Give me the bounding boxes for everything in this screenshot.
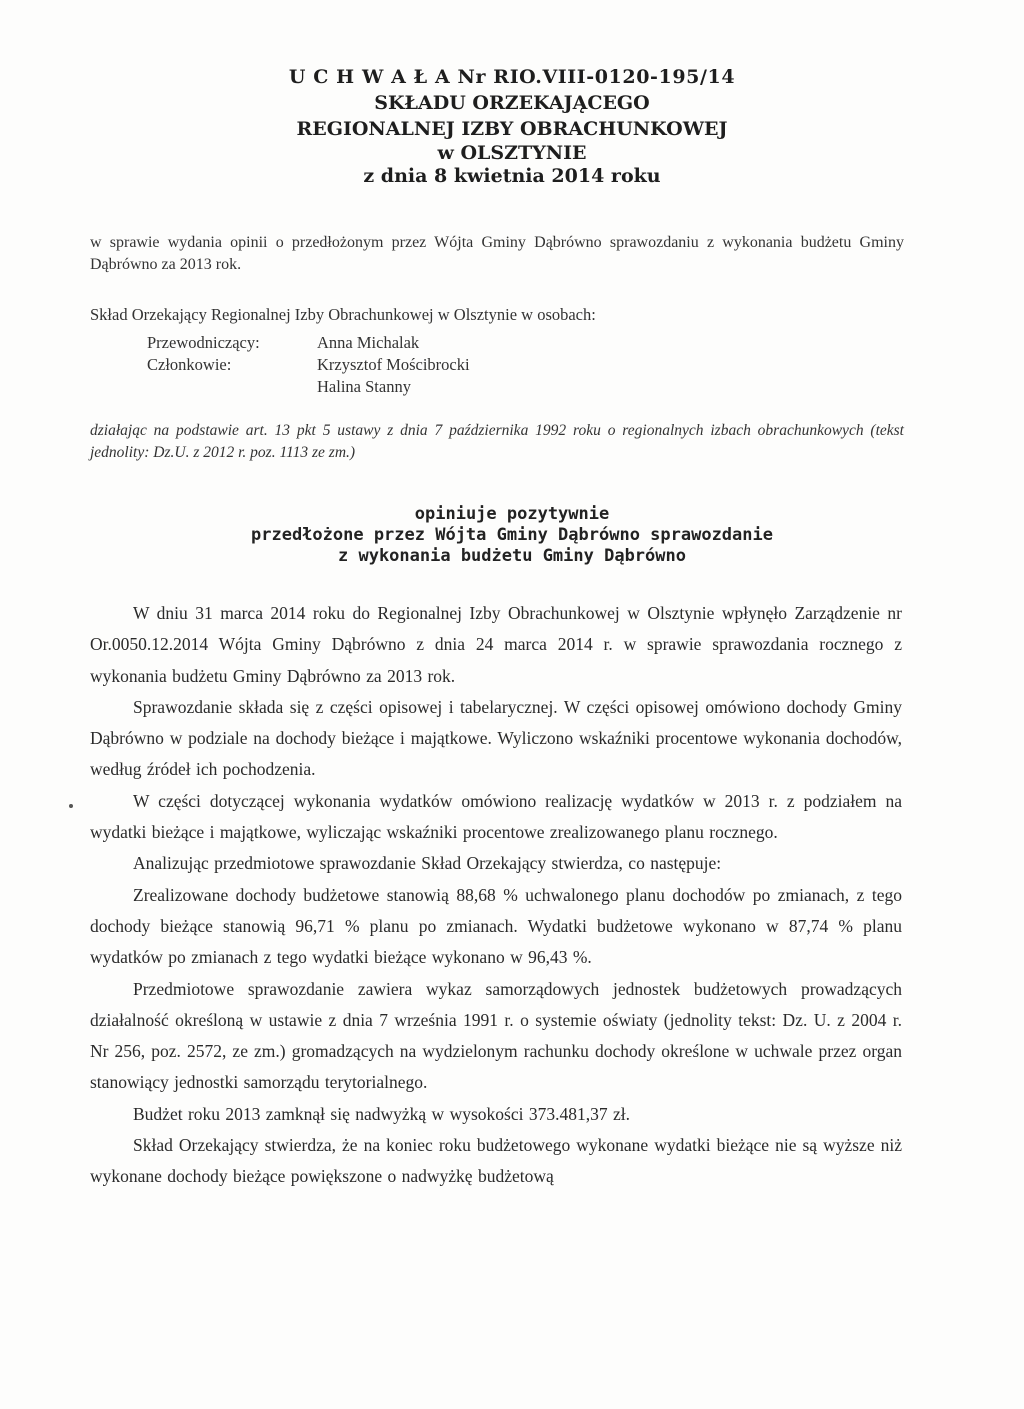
resolution-number: U C H W A Ł A Nr RIO.VIII-0120-195/14 (288, 66, 736, 88)
legal-basis: działając na podstawie art. 13 pkt 5 ustawy z dnia 7 października 1992 roku o regionalnych izbach obrachunkowych (tekst jednolity: Dz.U. z 2012 r. poz. 1113 ze zm.) (90, 422, 904, 461)
justification-body (90, 598, 902, 1193)
opinion-subheading-2: z wykonania budżetu Gminy Dąbrówno (338, 546, 686, 566)
body-paragraph: Budżet roku 2013 zamknął się nadwyżką w wysokości 373.481,37 zł. (133, 1103, 630, 1124)
body-paragraph: W części dotyczącej wykonania wydatków omówiono realizację wydatków w 2013 r. z podziałem na wydatki bieżące i majątkowe, wyliczając wskaźniki procentowe zrealizowanego planu rocznego. (90, 790, 902, 843)
opinion-heading: opiniuje pozytywnie (414, 504, 610, 524)
issuer-line-2: REGIONALNEJ IZBY OBRACHUNKOWEJ (296, 118, 728, 140)
members-row (147, 354, 470, 376)
opinion-subheading-1: przedłożone przez Wójta Gminy Dąbrówno sprawozdanie (251, 525, 773, 545)
member-name: Krzysztof Mościbrocki (317, 355, 470, 374)
chair-label: Przewodniczący: (147, 333, 260, 352)
body-paragraph: Analizując przedmiotowe sprawozdanie Skład Orzekający stwierdza, co następuje: (133, 853, 722, 874)
chair-name: Anna Michalak (317, 333, 420, 352)
subject-text: w sprawie wydania opinii o przedłożonym przez Wójta Gminy Dąbrówno sprawozdaniu z wykonania budżetu Gminy Dąbrówno za 2013 rok. (90, 234, 904, 273)
member-name: Halina Stanny (317, 377, 411, 396)
chair-row (147, 332, 470, 354)
scan-dot (69, 804, 73, 808)
body-paragraph: Przedmiotowe sprawozdanie zawiera wykaz samorządowych jednostek budżetowych prowadzących działalność określoną w ustawie z dnia 7 września 1991 r. o systemie oświaty (jednolity tekst: Dz. U. z 2004 r. Nr 256, poz. 2572, ze zm.) gromadzących na wydzielonym rachunku dochody określone w uchwale przez organ stanowiący jednostki samorządu terytorialnego. (90, 978, 902, 1093)
body-paragraph: W dniu 31 marca 2014 roku do Regionalnej Izby Obrachunkowej w Olsztynie wpłynęło Zarządzenie nr Or.0050.12.2014 Wójta Gminy Dąbrówno z dnia 24 marca 2014 r. w sprawie sprawozdania rocznego z wykonania budżetu Gminy Dąbrówno za 2013 rok. (90, 603, 902, 686)
composition-intro: Skład Orzekający Regionalnej Izby Obrachunkowej w Olsztynie w osobach: (90, 305, 596, 324)
body-paragraph: Sprawozdanie składa się z części opisowej i tabelarycznej. W części opisowej omówiono dochody Gminy Dąbrówno w podziale na dochody bieżące i majątkowe. Wyliczono wskaźniki procentowe wykonania dochodów, według źródeł ich pochodzenia. (90, 696, 902, 780)
issuer-city: w OLSZTYNIE (437, 142, 587, 164)
members-row (147, 376, 470, 398)
members-list (147, 332, 470, 398)
body-paragraph: Zrealizowane dochody budżetowe stanowią 88,68 % uchwalonego planu dochodów po zmianach, z tego dochody bieżące stanowią 96,71 % planu po zmianach. Wydatki budżetowe wykonano w 87,74 % planu wydatków po zmianach z tego wydatki bieżące wykonano w 96,43 %. (90, 884, 902, 968)
members-label: Członkowie: (147, 355, 232, 374)
body-paragraph: Skład Orzekający stwierdza, że na koniec roku budżetowego wykonane wydatki bieżące nie są wyższe niż wykonane dochody bieżące powiększone o nadwyżkę budżetową (90, 1135, 902, 1187)
issuer-line-1: SKŁADU ORZEKAJĄCEGO (374, 92, 650, 114)
resolution-date: z dnia 8 kwietnia 2014 roku (363, 165, 661, 187)
